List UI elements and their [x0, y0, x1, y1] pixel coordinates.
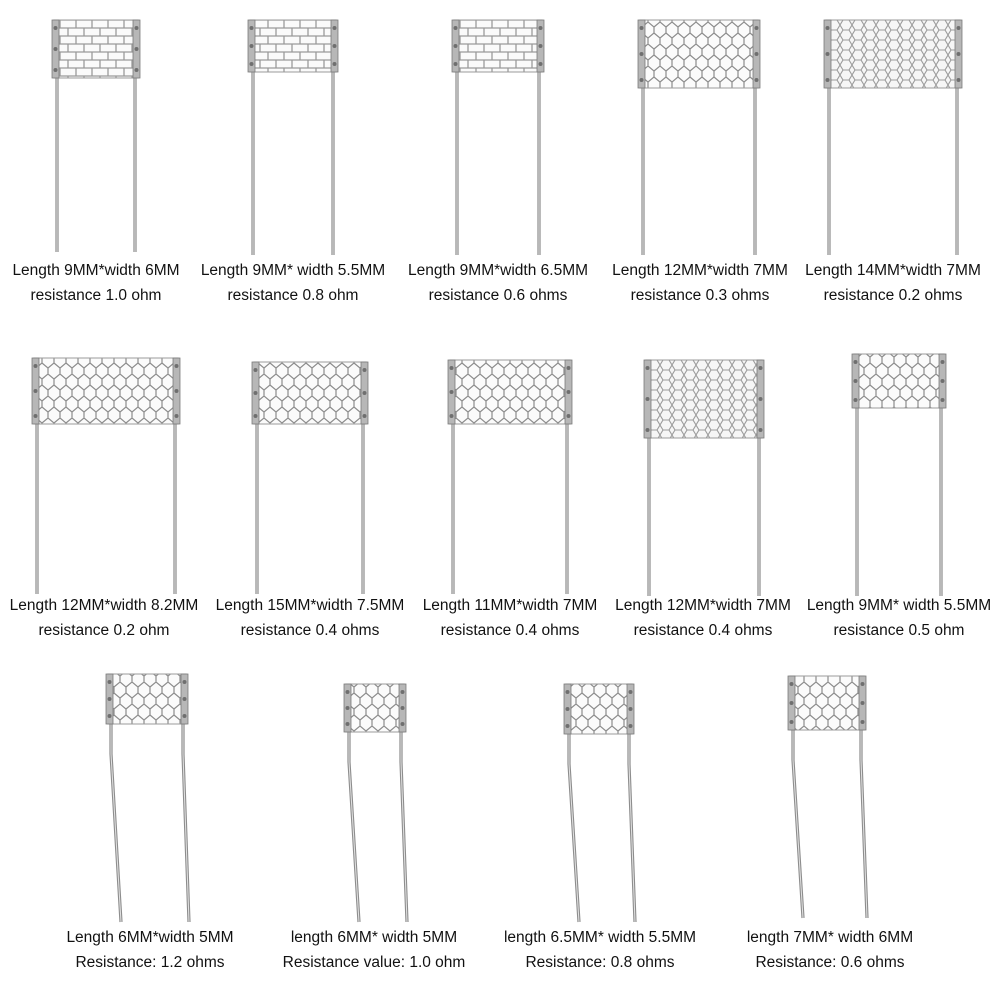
dimension-label: length 6.5MM* width 5.5MM — [503, 929, 697, 946]
coil-3-2 — [344, 684, 407, 922]
resistance-label: Resistance: 0.8 ohms — [525, 954, 675, 971]
coil-2-1 — [32, 358, 180, 594]
mesh-strip — [254, 362, 366, 424]
coil-2-5 — [852, 354, 946, 596]
coil-spec-caption — [799, 593, 999, 643]
mesh-strip — [250, 20, 336, 72]
resistance-label: Resistance: 0.6 ohms — [755, 954, 905, 971]
dimension-label: Length 9MM*width 6.5MM — [407, 262, 589, 279]
coil-spec-caption — [208, 593, 413, 643]
dimension-label: Length 12MM*width 8.2MM — [9, 597, 199, 614]
resistance-label: resistance 0.3 ohms — [630, 287, 770, 304]
resistance-label: resistance 1.0 ohm — [30, 287, 162, 304]
mesh-strip — [34, 358, 178, 424]
dimension-label: Length 12MM*width 7MM — [612, 262, 788, 279]
mesh-strip — [854, 354, 944, 408]
coil-3-3 — [564, 684, 635, 922]
resistance-label: resistance 0.5 ohm — [833, 622, 965, 639]
dimension-label: length 6MM* width 5MM — [290, 929, 458, 946]
coil-spec-caption — [796, 258, 991, 308]
coil-1-1 — [52, 20, 140, 252]
coil-spec-caption — [193, 258, 393, 308]
coil-spec-caption — [398, 258, 598, 308]
coil-2-4 — [644, 360, 764, 596]
dimension-label: Length 9MM* width 5.5MM — [806, 597, 992, 614]
mesh-strip — [646, 360, 762, 438]
coil-spec-caption — [603, 258, 798, 308]
resistance-label: resistance 0.6 ohms — [428, 287, 568, 304]
mesh-strip — [790, 676, 864, 730]
coil-3-1 — [106, 674, 189, 922]
dimension-label: Length 11MM*width 7MM — [422, 597, 598, 614]
dimension-label: length 7MM* width 6MM — [746, 929, 914, 946]
dimension-label: Length 9MM*width 6MM — [12, 262, 180, 279]
mesh-strip — [54, 20, 138, 78]
dimension-label: Length 15MM*width 7.5MM — [215, 597, 405, 614]
dimension-label: Length 12MM*width 7MM — [615, 597, 791, 614]
mesh-strip — [826, 20, 960, 88]
resistance-label: resistance 0.2 ohm — [38, 622, 170, 639]
coil-3-4 — [788, 676, 867, 918]
mesh-strip — [108, 674, 186, 724]
coil-1-2 — [248, 20, 338, 255]
dimension-label: Length 14MM*width 7MM — [805, 262, 981, 279]
resistance-label: Resistance value: 1.0 ohm — [282, 954, 466, 971]
resistance-label: resistance 0.4 ohms — [440, 622, 580, 639]
dimension-label: Length 9MM* width 5.5MM — [200, 262, 386, 279]
mesh-strip — [454, 20, 542, 72]
coil-spec-caption — [274, 925, 474, 975]
coil-spec-caption — [0, 258, 194, 308]
resistance-label: resistance 0.8 ohm — [227, 287, 359, 304]
mesh-strip — [566, 684, 632, 734]
resistance-label: resistance 0.4 ohms — [633, 622, 773, 639]
coil-1-3 — [452, 20, 544, 255]
coil-spec-caption — [730, 925, 930, 975]
coil-spec-caption — [495, 925, 705, 975]
coil-spec-caption — [50, 925, 250, 975]
mesh-strip — [640, 20, 758, 88]
resistance-label: Resistance: 1.2 ohms — [75, 954, 225, 971]
coil-1-5 — [824, 20, 962, 255]
coil-spec-caption — [606, 593, 801, 643]
coil-2-2 — [252, 362, 368, 594]
coil-spec-caption — [413, 593, 608, 643]
coil-1-4 — [638, 20, 760, 255]
resistance-label: resistance 0.4 ohms — [240, 622, 380, 639]
resistance-label: resistance 0.2 ohms — [823, 287, 963, 304]
mesh-strip — [450, 360, 570, 424]
dimension-label: Length 6MM*width 5MM — [66, 929, 234, 946]
coil-2-3 — [448, 360, 572, 594]
coil-spec-caption — [2, 593, 207, 643]
mesh-strip — [346, 684, 404, 732]
